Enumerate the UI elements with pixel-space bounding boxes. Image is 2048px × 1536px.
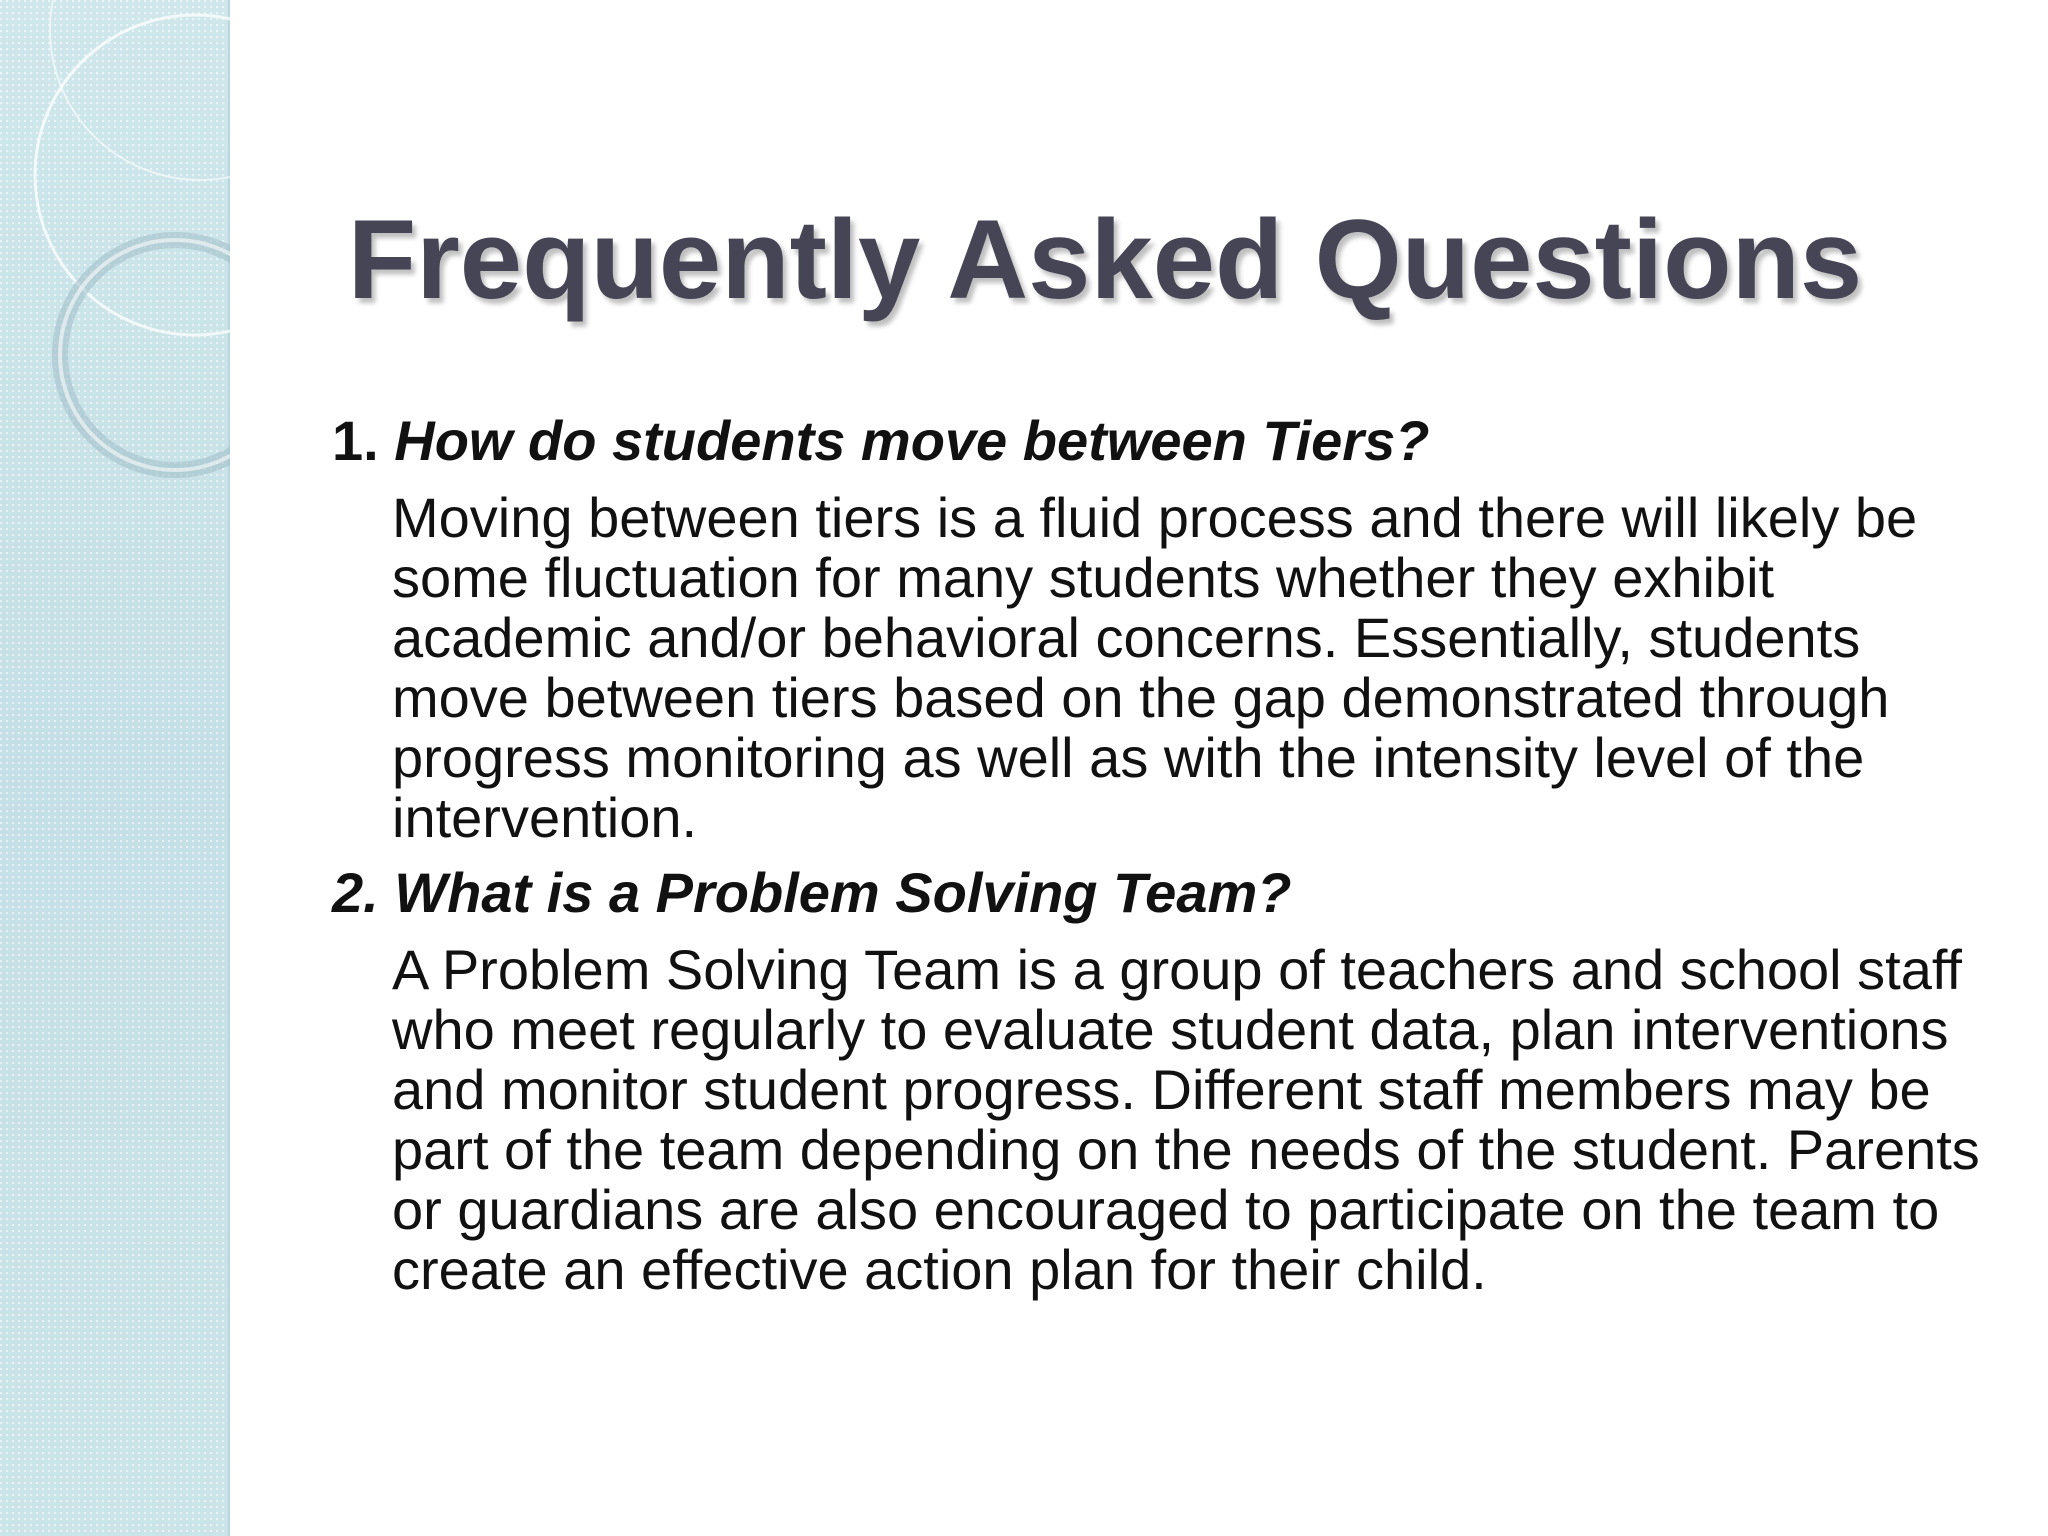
page-title: Frequently Asked Questions [347,197,1863,322]
faq-answer-2: A Problem Solving Team is a group of teachers and school staff who meet regularly to evaluate student data, plan interventions and monitor student progress. Different staff members may be part of the team depending on the needs of the student. Parents or guardians are also encouraged to participate on the team to create an effective action plan for their child. [392,938,1980,1301]
decorative-side-panel [0,0,230,1536]
faq-number-2: 2. [332,861,379,924]
faq-question-2-text: What is a Problem Solving Team? [394,861,1292,924]
faq-question-1-text: How do students move between Tiers? [394,409,1430,472]
faq-question-2 [332,860,1972,926]
faq-question-1 [332,408,1972,474]
faq-list [332,408,1980,1312]
faq-answer-1: Moving between tiers is a fluid process and there will likely be some fluctuation for many students whether they exhibit academic and/or behavioral concerns. Essentially, students move between tiers based on the gap demonstrated through progress monitoring as well as with the intensity level of the intervention. [392,486,1918,849]
decorative-circles-icon [0,0,230,520]
faq-number-1: 1. [332,409,379,472]
